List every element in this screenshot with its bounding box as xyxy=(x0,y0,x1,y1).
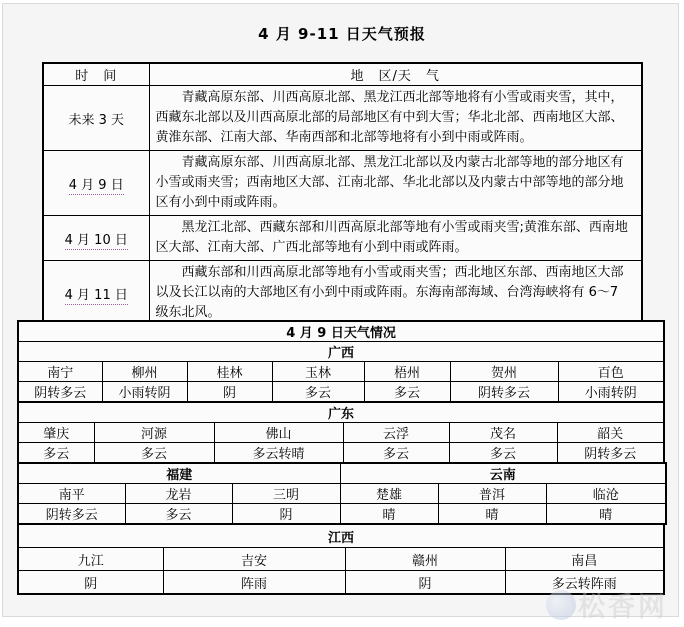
daily-table-title: 4 月 9 日天气情况 xyxy=(18,321,664,342)
city-name-cell: 三明 xyxy=(232,484,340,504)
weather-cell: 阴 xyxy=(187,382,272,403)
city-name-cell: 九江 xyxy=(18,548,163,571)
forecast-text: 青藏高原东部、川西高原北部、黑龙江西北部等地将有小雪或雨夹雪，其中，西藏东北部以及川西高原北部的局部地区有中到大雪；华北北部、西南地区大部、黄淮东部、江南大部、华南西部和北部等地将有小到中雨或阵雨。 xyxy=(155,90,624,145)
date-link[interactable]: 4 月 9 日 xyxy=(68,177,124,193)
weather-cell: 阴 xyxy=(345,571,505,595)
forecast-row-next3days xyxy=(43,86,642,151)
province-header-yunnan: 云南 xyxy=(340,463,666,484)
weather-cell: 晴 xyxy=(438,504,546,525)
daily-table-title-row xyxy=(18,321,664,342)
weather-row xyxy=(18,571,664,595)
weather-cell: 阴转多云 xyxy=(18,504,125,525)
city-name-row xyxy=(18,548,664,571)
city-name-cell: 佛山 xyxy=(214,423,343,443)
forecast-text-cell xyxy=(149,261,642,327)
forecast-header-row xyxy=(43,63,642,86)
time-cell xyxy=(43,261,149,327)
city-name-cell: 肇庆 xyxy=(18,423,94,443)
city-name-cell: 梧州 xyxy=(364,362,450,382)
time-cell xyxy=(43,216,149,261)
province-header-guangxi: 广西 xyxy=(18,342,664,362)
time-cell xyxy=(43,86,149,151)
forecast-row-apr11 xyxy=(43,261,642,327)
weather-cell: 多云转阵雨 xyxy=(505,571,664,595)
city-name-cell: 茂名 xyxy=(449,423,557,443)
forecast-text-cell xyxy=(149,86,642,151)
time-cell xyxy=(43,151,149,216)
weather-row xyxy=(18,443,664,464)
city-name-row xyxy=(18,423,664,443)
weather-cell: 多云转晴 xyxy=(214,443,343,464)
city-name-row xyxy=(18,484,666,504)
forecast-text: 黑龙江北部、西藏东部和川西高原北部等地有小雪或雨夹雪;黄淮东部、西南地区大部、江南大部、广西北部等地有小到中雨或阵雨。 xyxy=(155,220,628,255)
province-header-row xyxy=(18,402,664,423)
weather-cell: 晴 xyxy=(546,504,666,525)
city-name-cell: 赣州 xyxy=(345,548,505,571)
weather-cell: 小雨转阴 xyxy=(558,382,664,403)
city-name-cell: 临沧 xyxy=(546,484,666,504)
city-name-cell: 楚雄 xyxy=(340,484,438,504)
province-header-fujian: 福建 xyxy=(18,463,340,484)
province-header-jiangxi: 江西 xyxy=(18,524,664,548)
city-name-cell: 贺州 xyxy=(450,362,558,382)
city-name-cell: 龙岩 xyxy=(125,484,232,504)
weather-cell: 阴转多云 xyxy=(18,382,102,403)
city-name-cell: 吉安 xyxy=(163,548,345,571)
date-link[interactable]: 4 月 11 日 xyxy=(64,287,128,303)
province-header-row xyxy=(18,342,664,362)
weather-cell: 多云 xyxy=(18,443,94,464)
section-jiangxi xyxy=(17,523,665,595)
city-name-cell: 云浮 xyxy=(343,423,449,443)
weather-cell: 多云 xyxy=(449,443,557,464)
daily-weather-table xyxy=(17,320,665,595)
city-name-cell: 韶关 xyxy=(557,423,664,443)
city-name-cell: 百色 xyxy=(558,362,664,382)
forecast-text: 青藏高原东部、川西高原北部、黑龙江北部以及内蒙古北部等地的部分地区有小雪或雨夹雪；西南地区大部、江南北部、华北北部以及内蒙古中部等地的部分地区有小到中雨或阵雨。 xyxy=(155,155,624,210)
city-name-cell: 河源 xyxy=(94,423,214,443)
province-header-row xyxy=(18,463,666,484)
city-name-cell: 普洱 xyxy=(438,484,546,504)
weather-row xyxy=(18,382,664,403)
weather-cell: 多云 xyxy=(125,504,232,525)
section-guangdong xyxy=(17,401,665,464)
region-column-header: 地 区/天 气 xyxy=(149,63,642,86)
city-name-cell: 南宁 xyxy=(18,362,102,382)
city-name-cell: 南平 xyxy=(18,484,125,504)
province-header-row xyxy=(18,524,664,548)
weather-cell: 阴 xyxy=(18,571,163,595)
date-link[interactable]: 4 月 10 日 xyxy=(64,232,128,248)
weather-cell: 多云 xyxy=(343,443,449,464)
city-name-cell: 柳州 xyxy=(102,362,187,382)
weather-cell: 晴 xyxy=(340,504,438,525)
forecast-row-apr9 xyxy=(43,151,642,216)
watermark-text: 松香网 xyxy=(578,592,668,623)
province-header-guangdong: 广东 xyxy=(18,402,664,423)
forecast-table xyxy=(42,62,643,327)
weather-cell: 多云 xyxy=(94,443,214,464)
weather-cell: 阴转多云 xyxy=(450,382,558,403)
weather-cell: 阴 xyxy=(232,504,340,525)
weather-row xyxy=(18,504,666,525)
weather-cell: 多云 xyxy=(364,382,450,403)
section-fujian-yunnan xyxy=(17,462,667,525)
city-name-cell: 桂林 xyxy=(187,362,272,382)
city-name-row xyxy=(18,362,664,382)
forecast-text: 西藏东部和川西高原北部等地有小雪或雨夹雪；西北地区东部、西南地区大部以及长江以南的大部地区有小到中雨或阵雨。东海南部海域、台湾海峡将有 6～7 级东北风。 xyxy=(155,265,624,320)
weather-cell: 阴转多云 xyxy=(557,443,664,464)
city-name-cell: 南昌 xyxy=(505,548,664,571)
forecast-text-cell xyxy=(149,151,642,216)
forecast-row-apr10 xyxy=(43,216,642,261)
page-title: 4 月 9-11 日天气预报 xyxy=(258,25,426,43)
section-guangxi xyxy=(17,320,665,403)
city-name-cell: 玉林 xyxy=(272,362,364,382)
weather-cell: 多云 xyxy=(272,382,364,403)
time-label: 未来 3 天 xyxy=(68,112,125,128)
weather-cell: 小雨转阴 xyxy=(102,382,187,403)
forecast-text-cell xyxy=(149,216,642,261)
weather-cell: 阵雨 xyxy=(163,571,345,595)
time-column-header: 时 间 xyxy=(43,63,149,86)
